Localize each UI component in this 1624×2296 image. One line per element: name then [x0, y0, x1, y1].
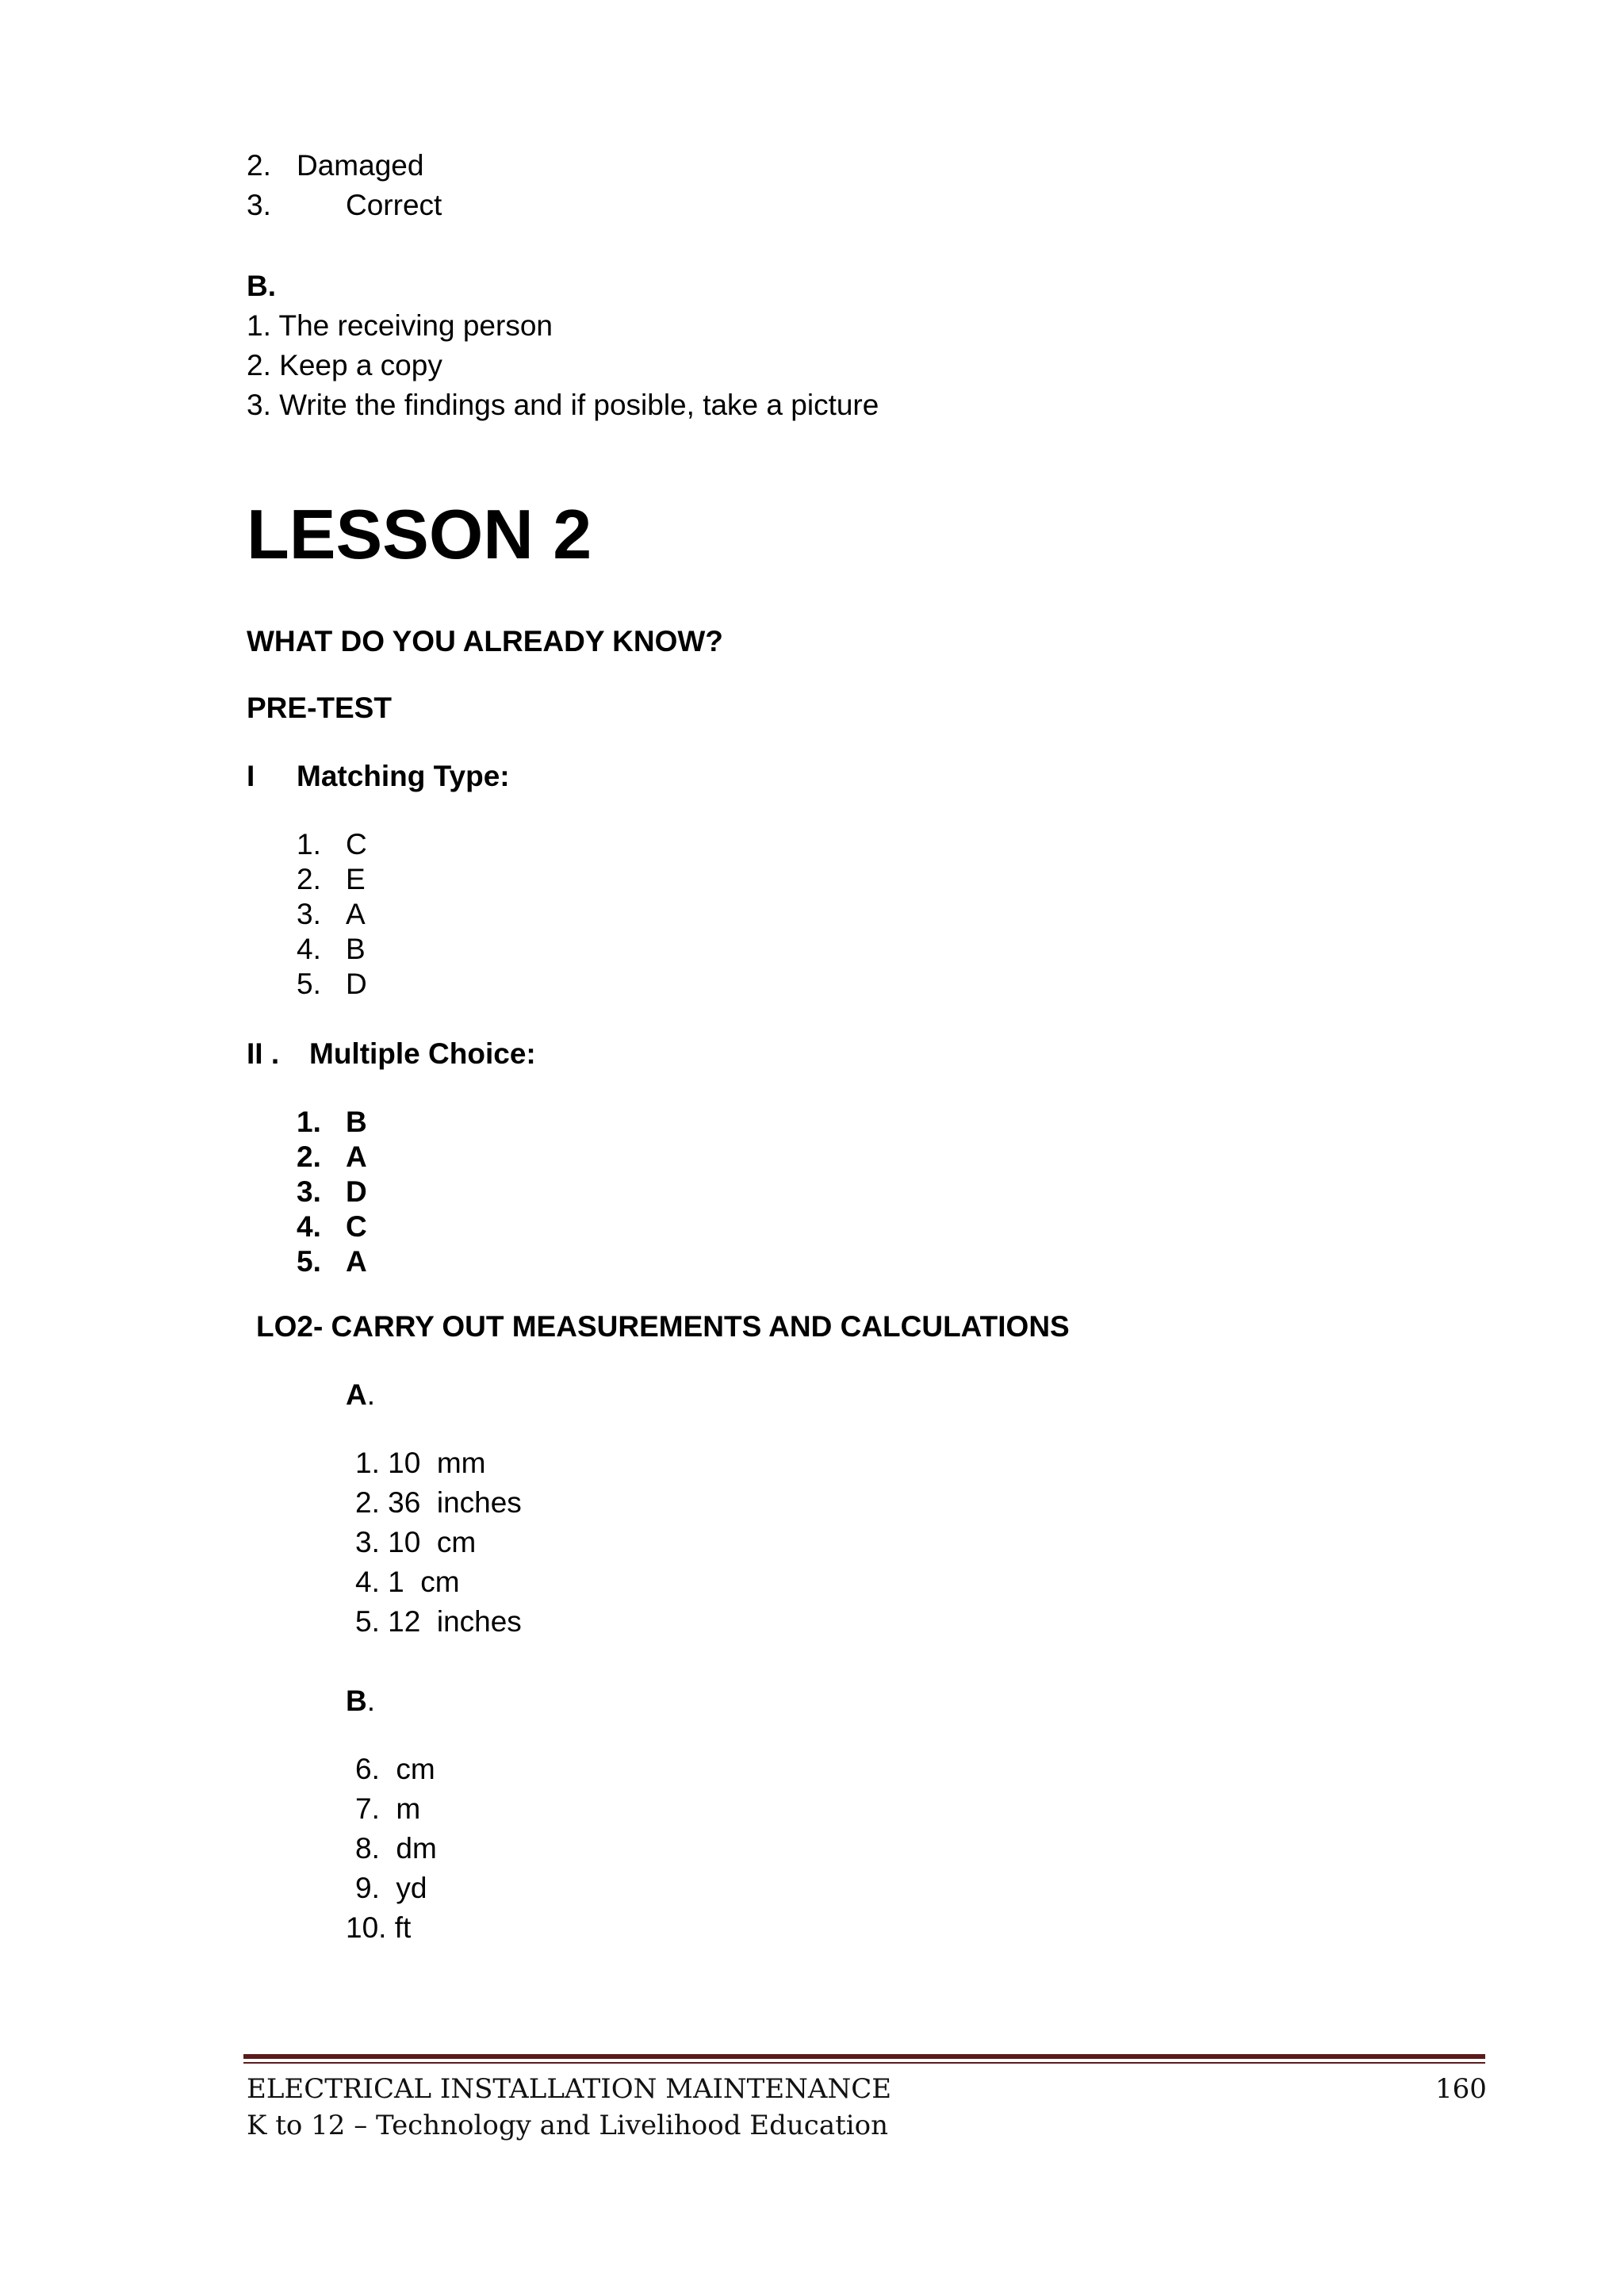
- matching-item-answer: D: [346, 968, 367, 1000]
- footer-divider-thin: [243, 2062, 1485, 2064]
- matching-title: Matching Type:: [297, 760, 510, 792]
- unit-item: 7. m: [355, 1792, 421, 1825]
- footer-divider: [243, 2054, 1485, 2059]
- list-item-number: 2.: [247, 149, 271, 182]
- measurement-item: 1. 10 mm: [355, 1447, 486, 1479]
- unit-item: 10. ft: [346, 1911, 412, 1944]
- mc-item-answer: A: [346, 1245, 367, 1278]
- mc-item-answer: B: [346, 1106, 367, 1138]
- list-item: 1. The receiving person: [247, 309, 553, 342]
- unit-item: 8. dm: [355, 1832, 437, 1865]
- footer-program: K to 12 – Technology and Livelihood Education: [247, 2110, 888, 2141]
- list-item-text: Correct: [346, 189, 442, 221]
- lo2-heading: LO2- CARRY OUT MEASUREMENTS AND CALCULATIONS: [256, 1310, 1070, 1343]
- lo2-part-b-label: [346, 1683, 375, 1719]
- mc-item-number: 3.: [297, 1175, 321, 1208]
- measurement-item: 5. 12 inches: [355, 1605, 522, 1638]
- section-b-heading: B.: [247, 270, 276, 302]
- measurement-item: 2. 36 inches: [355, 1486, 522, 1519]
- measurement-item: 4. 1 cm: [355, 1566, 460, 1598]
- matching-item-answer: E: [346, 863, 366, 895]
- list-item: 3. Write the findings and if posible, take a picture: [247, 389, 879, 421]
- unit-item: 6. cm: [355, 1753, 435, 1785]
- matching-item-number: 5.: [297, 968, 321, 1000]
- multiple-choice-roman-numeral: II .: [247, 1037, 280, 1070]
- mc-item-number: 4.: [297, 1210, 321, 1243]
- mc-item-number: 1.: [297, 1106, 321, 1138]
- matching-item-answer: B: [346, 933, 366, 965]
- lo2-part-a-dot: .: [366, 1378, 376, 1411]
- lesson-title: LESSON 2: [247, 495, 592, 573]
- list-item-number: 3.: [247, 189, 271, 221]
- mc-item-answer: A: [346, 1140, 367, 1173]
- matching-item-number: 2.: [297, 863, 321, 895]
- section-heading-pretest: PRE-TEST: [247, 692, 392, 724]
- lo2-part-a-letter: A: [346, 1378, 367, 1411]
- matching-item-number: 3.: [297, 898, 321, 930]
- measurement-item: 3. 10 cm: [355, 1526, 477, 1558]
- mc-item-number: 5.: [297, 1245, 321, 1278]
- matching-item-answer: A: [346, 898, 366, 930]
- section-heading-what-do-you-know: WHAT DO YOU ALREADY KNOW?: [247, 625, 723, 657]
- multiple-choice-title: Multiple Choice:: [309, 1037, 536, 1070]
- list-item-text: Damaged: [297, 149, 424, 182]
- lo2-part-b-letter: B: [346, 1685, 367, 1717]
- matching-roman-numeral: I: [247, 760, 255, 792]
- list-item: 2. Keep a copy: [247, 349, 442, 381]
- matching-item-number: 1.: [297, 828, 321, 861]
- matching-item-number: 4.: [297, 933, 321, 965]
- lo2-part-b-dot: .: [366, 1685, 376, 1717]
- footer-course-title: ELECTRICAL INSTALLATION MAINTENANCE: [247, 2073, 892, 2105]
- matching-item-answer: C: [346, 828, 367, 861]
- mc-item-number: 2.: [297, 1140, 321, 1173]
- lo2-part-a-label: [346, 1377, 375, 1413]
- mc-item-answer: D: [346, 1175, 367, 1208]
- page-number: 160: [1435, 2073, 1487, 2105]
- unit-item: 9. yd: [355, 1872, 427, 1904]
- mc-item-answer: C: [346, 1210, 367, 1243]
